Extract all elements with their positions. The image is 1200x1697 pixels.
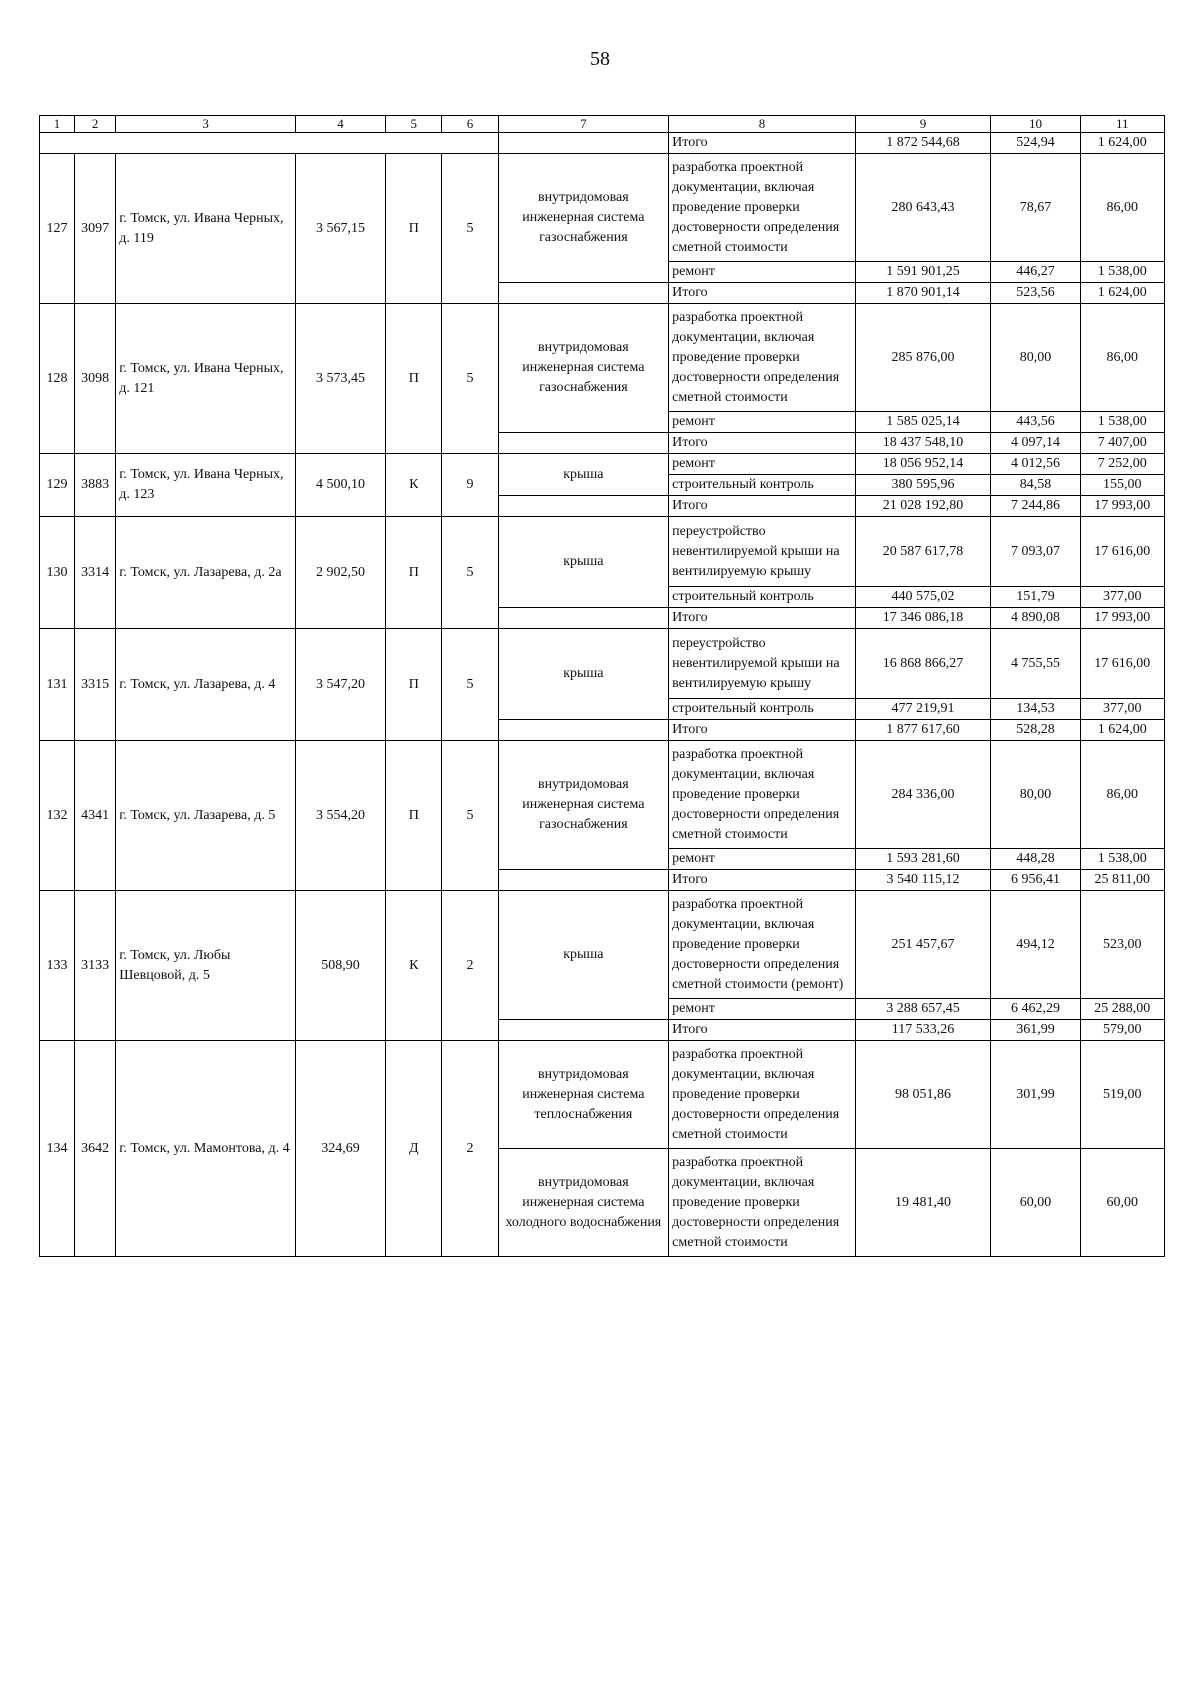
house-address: г. Томск, ул. Мамонтова, д. 4 — [116, 1041, 296, 1257]
work-type: разработка проектной документации, включая проведение проверки достоверности определения сметной стоимости — [669, 741, 856, 849]
cost-per-sqm: 523,56 — [991, 283, 1080, 304]
row-number: 132 — [40, 741, 75, 891]
wall-type: К — [386, 891, 442, 1041]
house-code: 3133 — [75, 891, 116, 1041]
row-number: 128 — [40, 304, 75, 454]
column-number: 7 — [498, 116, 669, 133]
empty-cell — [498, 433, 669, 454]
work-type: Итого — [669, 133, 856, 154]
cost-limit: 377,00 — [1080, 699, 1164, 720]
house-code: 3314 — [75, 517, 116, 629]
work-type: Итого — [669, 720, 856, 741]
cost-per-sqm: 448,28 — [991, 849, 1080, 870]
house-area: 3 547,20 — [295, 629, 385, 741]
cost-limit: 1 624,00 — [1080, 283, 1164, 304]
table-row — [40, 454, 1165, 475]
cost-per-sqm: 528,28 — [991, 720, 1080, 741]
table-row — [40, 891, 1165, 999]
work-type: ремонт — [669, 412, 856, 433]
cost-limit: 1 538,00 — [1080, 412, 1164, 433]
floors-count: 5 — [442, 517, 498, 629]
cost-per-sqm: 6 956,41 — [991, 870, 1080, 891]
building-element: крыша — [498, 517, 669, 608]
cost-per-sqm: 4 890,08 — [991, 608, 1080, 629]
cost-total: 280 643,43 — [855, 154, 990, 262]
cost-per-sqm: 443,56 — [991, 412, 1080, 433]
table-row — [40, 517, 1165, 587]
table-row — [40, 741, 1165, 849]
cost-limit: 377,00 — [1080, 587, 1164, 608]
cost-total: 3 540 115,12 — [855, 870, 990, 891]
row-number: 127 — [40, 154, 75, 304]
column-number-row — [40, 116, 1165, 133]
row-number: 129 — [40, 454, 75, 517]
column-number: 4 — [295, 116, 385, 133]
empty-cell — [40, 133, 499, 154]
wall-type: П — [386, 304, 442, 454]
table-row — [40, 304, 1165, 412]
table-row — [40, 1041, 1165, 1149]
cost-per-sqm: 361,99 — [991, 1020, 1080, 1041]
cost-limit: 1 538,00 — [1080, 262, 1164, 283]
cost-per-sqm: 134,53 — [991, 699, 1080, 720]
building-element: внутридомовая инженерная система газоснабжения — [498, 154, 669, 283]
cost-per-sqm: 4 097,14 — [991, 433, 1080, 454]
carry-over-total-row — [40, 133, 1165, 154]
floors-count: 5 — [442, 741, 498, 891]
cost-limit: 1 624,00 — [1080, 720, 1164, 741]
empty-cell — [498, 720, 669, 741]
work-type: разработка проектной документации, включая проведение проверки достоверности определения сметной стоимости — [669, 304, 856, 412]
cost-limit: 17 993,00 — [1080, 608, 1164, 629]
house-area: 324,69 — [295, 1041, 385, 1257]
house-address: г. Томск, ул. Ивана Черных, д. 123 — [116, 454, 296, 517]
column-number: 3 — [116, 116, 296, 133]
work-type: переустройство невентилируемой крыши на вентилируемую крышу — [669, 517, 856, 587]
house-code: 3883 — [75, 454, 116, 517]
house-address: г. Томск, ул. Лазарева, д. 5 — [116, 741, 296, 891]
house-area: 3 567,15 — [295, 154, 385, 304]
empty-cell — [498, 870, 669, 891]
cost-limit: 60,00 — [1080, 1149, 1164, 1257]
work-type: Итого — [669, 496, 856, 517]
house-area: 2 902,50 — [295, 517, 385, 629]
work-type: ремонт — [669, 262, 856, 283]
cost-total: 285 876,00 — [855, 304, 990, 412]
cost-total: 117 533,26 — [855, 1020, 990, 1041]
cost-total: 1 872 544,68 — [855, 133, 990, 154]
empty-cell — [498, 1020, 669, 1041]
house-code: 3642 — [75, 1041, 116, 1257]
work-type: переустройство невентилируемой крыши на вентилируемую крышу — [669, 629, 856, 699]
column-number: 9 — [855, 116, 990, 133]
cost-limit: 17 993,00 — [1080, 496, 1164, 517]
floors-count: 2 — [442, 1041, 498, 1257]
floors-count: 5 — [442, 154, 498, 304]
building-element: внутридомовая инженерная система теплоснабжения — [498, 1041, 669, 1149]
work-type: строительный контроль — [669, 587, 856, 608]
cost-per-sqm: 6 462,29 — [991, 999, 1080, 1020]
building-element: крыша — [498, 629, 669, 720]
work-type: разработка проектной документации, включая проведение проверки достоверности определения сметной стоимости (ремонт) — [669, 891, 856, 999]
floors-count: 2 — [442, 891, 498, 1041]
cost-per-sqm: 80,00 — [991, 304, 1080, 412]
work-type: ремонт — [669, 454, 856, 475]
cost-per-sqm: 60,00 — [991, 1149, 1080, 1257]
work-type: Итого — [669, 608, 856, 629]
column-number: 5 — [386, 116, 442, 133]
cost-total: 1 593 281,60 — [855, 849, 990, 870]
cost-total: 17 346 086,18 — [855, 608, 990, 629]
cost-limit: 86,00 — [1080, 741, 1164, 849]
house-code: 4341 — [75, 741, 116, 891]
work-type: ремонт — [669, 849, 856, 870]
column-number: 1 — [40, 116, 75, 133]
row-number: 133 — [40, 891, 75, 1041]
cost-limit: 17 616,00 — [1080, 517, 1164, 587]
cost-per-sqm: 4 012,56 — [991, 454, 1080, 475]
building-element: внутридомовая инженерная система газоснабжения — [498, 304, 669, 433]
house-area: 3 573,45 — [295, 304, 385, 454]
cost-limit: 86,00 — [1080, 304, 1164, 412]
cost-per-sqm: 301,99 — [991, 1041, 1080, 1149]
building-element: крыша — [498, 891, 669, 1020]
cost-total: 98 051,86 — [855, 1041, 990, 1149]
work-type: строительный контроль — [669, 699, 856, 720]
cost-limit: 1 538,00 — [1080, 849, 1164, 870]
repair-schedule-table — [39, 115, 1165, 1257]
cost-per-sqm: 7 244,86 — [991, 496, 1080, 517]
cost-total: 251 457,67 — [855, 891, 990, 999]
building-element: крыша — [498, 454, 669, 496]
wall-type: П — [386, 741, 442, 891]
building-element: внутридомовая инженерная система холодного водоснабжения — [498, 1149, 669, 1257]
cost-total: 19 481,40 — [855, 1149, 990, 1257]
cost-total: 477 219,91 — [855, 699, 990, 720]
work-type: Итого — [669, 1020, 856, 1041]
house-code: 3098 — [75, 304, 116, 454]
cost-total: 1 585 025,14 — [855, 412, 990, 433]
row-number: 131 — [40, 629, 75, 741]
cost-per-sqm: 84,58 — [991, 475, 1080, 496]
work-type: строительный контроль — [669, 475, 856, 496]
house-address: г. Томск, ул. Лазарева, д. 2а — [116, 517, 296, 629]
column-number: 8 — [669, 116, 856, 133]
empty-cell — [498, 283, 669, 304]
cost-per-sqm: 4 755,55 — [991, 629, 1080, 699]
work-type: ремонт — [669, 999, 856, 1020]
empty-cell — [498, 133, 669, 154]
cost-limit: 17 616,00 — [1080, 629, 1164, 699]
cost-limit: 519,00 — [1080, 1041, 1164, 1149]
building-element: внутридомовая инженерная система газоснабжения — [498, 741, 669, 870]
cost-per-sqm: 7 093,07 — [991, 517, 1080, 587]
cost-total: 3 288 657,45 — [855, 999, 990, 1020]
house-address: г. Томск, ул. Ивана Черных, д. 119 — [116, 154, 296, 304]
row-number: 134 — [40, 1041, 75, 1257]
cost-per-sqm: 494,12 — [991, 891, 1080, 999]
work-type: разработка проектной документации, включая проведение проверки достоверности определения сметной стоимости — [669, 1041, 856, 1149]
house-area: 508,90 — [295, 891, 385, 1041]
cost-total: 284 336,00 — [855, 741, 990, 849]
floors-count: 9 — [442, 454, 498, 517]
wall-type: П — [386, 517, 442, 629]
empty-cell — [498, 496, 669, 517]
cost-per-sqm: 78,67 — [991, 154, 1080, 262]
wall-type: П — [386, 629, 442, 741]
house-area: 4 500,10 — [295, 454, 385, 517]
wall-type: К — [386, 454, 442, 517]
house-code: 3097 — [75, 154, 116, 304]
cost-limit: 86,00 — [1080, 154, 1164, 262]
work-type: Итого — [669, 870, 856, 891]
house-code: 3315 — [75, 629, 116, 741]
cost-total: 1 877 617,60 — [855, 720, 990, 741]
house-address: г. Томск, ул. Лазарева, д. 4 — [116, 629, 296, 741]
wall-type: П — [386, 154, 442, 304]
column-number: 10 — [991, 116, 1080, 133]
cost-limit: 7 407,00 — [1080, 433, 1164, 454]
row-number: 130 — [40, 517, 75, 629]
column-number: 2 — [75, 116, 116, 133]
cost-total: 20 587 617,78 — [855, 517, 990, 587]
house-address: г. Томск, ул. Любы Шевцовой, д. 5 — [116, 891, 296, 1041]
house-address: г. Томск, ул. Ивана Черных, д. 121 — [116, 304, 296, 454]
cost-limit: 7 252,00 — [1080, 454, 1164, 475]
work-type: Итого — [669, 433, 856, 454]
floors-count: 5 — [442, 304, 498, 454]
cost-per-sqm: 80,00 — [991, 741, 1080, 849]
cost-total: 18 437 548,10 — [855, 433, 990, 454]
cost-limit: 579,00 — [1080, 1020, 1164, 1041]
work-type: разработка проектной документации, включая проведение проверки достоверности определения сметной стоимости — [669, 1149, 856, 1257]
empty-cell — [498, 608, 669, 629]
work-type: Итого — [669, 283, 856, 304]
cost-total: 440 575,02 — [855, 587, 990, 608]
cost-total: 16 868 866,27 — [855, 629, 990, 699]
cost-limit: 523,00 — [1080, 891, 1164, 999]
cost-limit: 1 624,00 — [1080, 133, 1164, 154]
wall-type: Д — [386, 1041, 442, 1257]
cost-total: 1 591 901,25 — [855, 262, 990, 283]
cost-total: 380 595,96 — [855, 475, 990, 496]
cost-per-sqm: 446,27 — [991, 262, 1080, 283]
cost-total: 21 028 192,80 — [855, 496, 990, 517]
cost-total: 18 056 952,14 — [855, 454, 990, 475]
page-number: 58 — [590, 48, 610, 70]
table-row — [40, 154, 1165, 262]
cost-limit: 155,00 — [1080, 475, 1164, 496]
column-number: 6 — [442, 116, 498, 133]
cost-total: 1 870 901,14 — [855, 283, 990, 304]
floors-count: 5 — [442, 629, 498, 741]
column-number: 11 — [1080, 116, 1164, 133]
cost-per-sqm: 151,79 — [991, 587, 1080, 608]
cost-limit: 25 288,00 — [1080, 999, 1164, 1020]
house-area: 3 554,20 — [295, 741, 385, 891]
cost-per-sqm: 524,94 — [991, 133, 1080, 154]
work-type: разработка проектной документации, включая проведение проверки достоверности определения сметной стоимости — [669, 154, 856, 262]
cost-limit: 25 811,00 — [1080, 870, 1164, 891]
table-row — [40, 629, 1165, 699]
